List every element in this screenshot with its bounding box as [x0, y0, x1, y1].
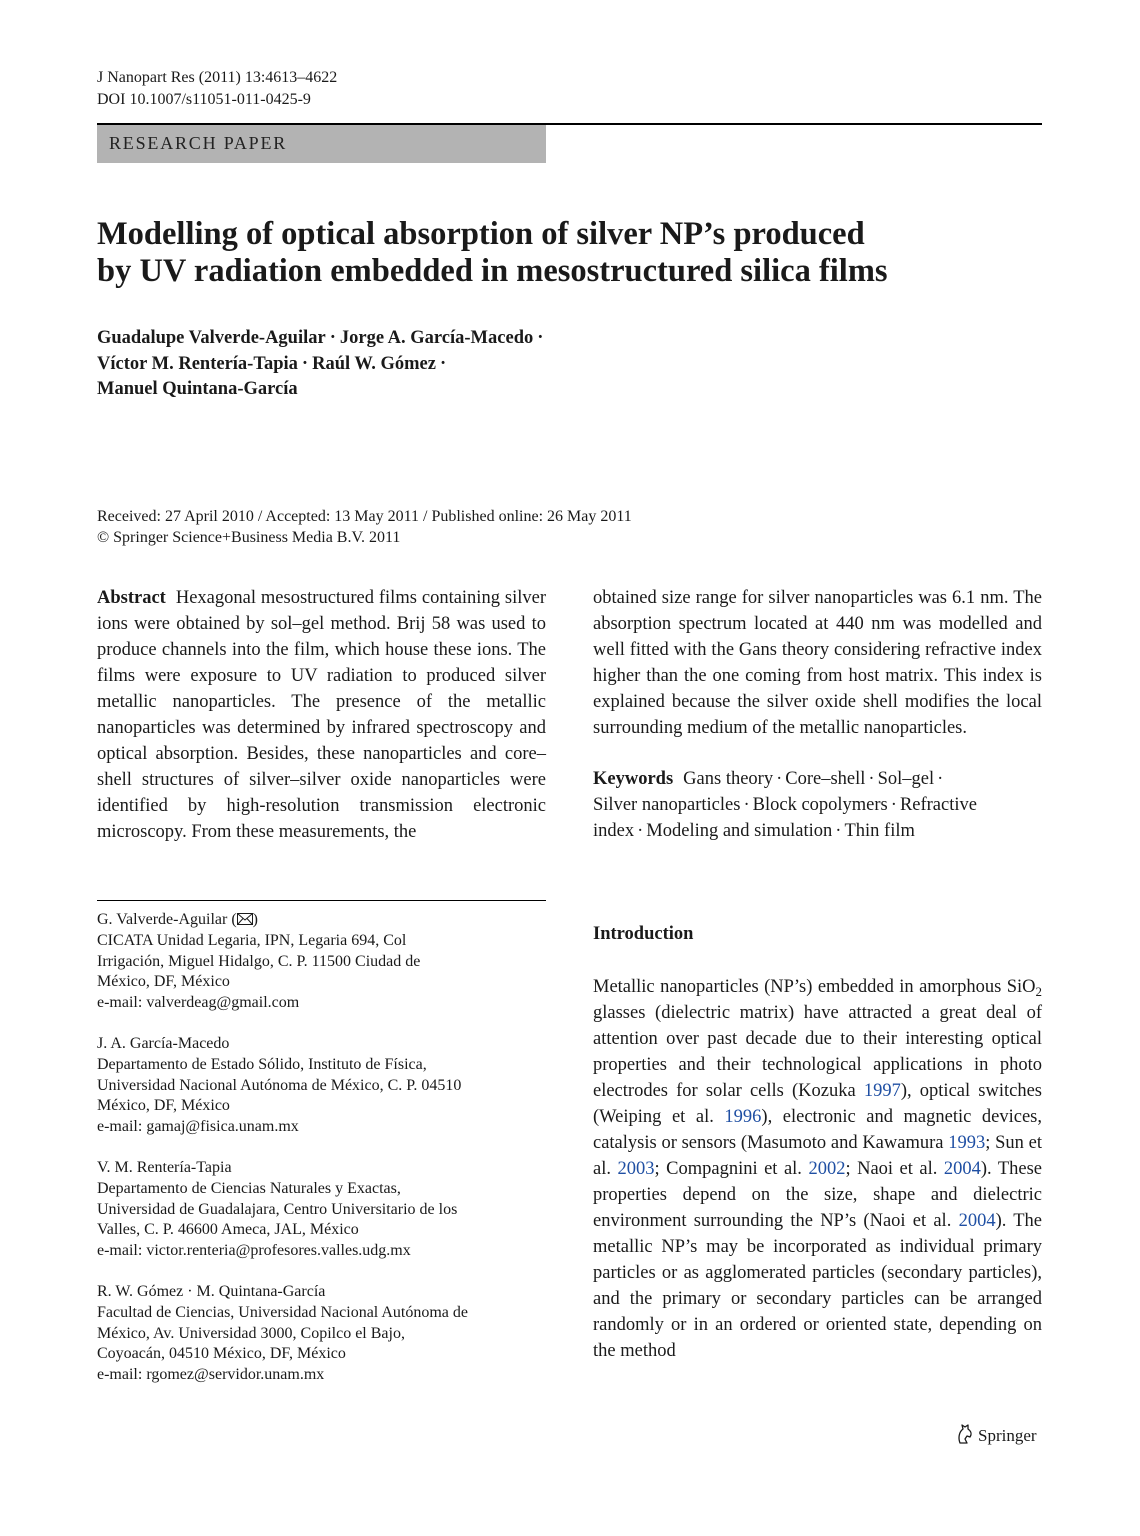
envelope-icon[interactable] [237, 911, 253, 928]
keyword: Modeling and simulation [646, 821, 833, 841]
affiliation-line: Irrigación, Miguel Hidalgo, C. P. 11500 Ciudad de [97, 952, 421, 970]
affiliation-email[interactable]: e-mail: gamaj@fisica.unam.mx [97, 1118, 299, 1136]
citation-link[interactable]: 2004 [943, 1159, 981, 1179]
affiliation-author: J. A. García-Macedo [97, 1034, 230, 1052]
affiliation-author: G. Valverde-Aguilar ( [97, 911, 237, 928]
affiliation-line: Departamento de Ciencias Naturales y Exactas, [97, 1179, 401, 1197]
author-name: Raúl W. Gómez [312, 353, 436, 374]
abstract-right [593, 585, 1042, 844]
citation-link[interactable]: 2002 [808, 1159, 846, 1179]
intro-text: ; Naoi et al. [845, 1159, 944, 1179]
journal-header [97, 67, 337, 111]
author-separator: · [301, 353, 309, 374]
intro-text: Metallic nanoparticles (NP’s) embedded in amorphous SiO [593, 977, 1036, 997]
journal-citation: J Nanopart Res (2011) 13:4613–4622 [97, 69, 338, 86]
affiliation-block [97, 1282, 546, 1386]
keyword: Silver nanoparticles [593, 795, 741, 815]
affiliation-line: Departamento de Estado Sólido, Instituto de Física, [97, 1055, 427, 1073]
introduction-body [593, 974, 1042, 1364]
affiliation-line: Universidad de Guadalajara, Centro Universitario de los [97, 1200, 458, 1218]
copyright-line: © Springer Science+Business Media B.V. 2011 [97, 529, 401, 546]
author-separator: · [329, 328, 336, 348]
citation-link[interactable]: 2003 [617, 1159, 655, 1179]
abstract-text-continued: obtained size range for silver nanoparticles was 6.1 nm. The absorption spectrum located at 440 nm was modelled and well fitted with the Gans theory considering refractive index higher than the one coming from host matrix. This index is explained because the silver oxide shell modifies the local surrounding medium of the metallic nanoparticles. [593, 588, 1042, 738]
keyword: Core–shell [785, 769, 866, 789]
author-separator: · [537, 328, 544, 348]
affiliation-line: Coyoacán, 04510 México, DF, México [97, 1345, 346, 1363]
subscript: 2 [1035, 984, 1042, 999]
article-type-banner [97, 125, 546, 163]
intro-text: ), optical switches (Weiping et al. [593, 1081, 1042, 1127]
intro-text: ), electronic and magnetic devices, catalysis or sensors (Masumoto and Kawamura [593, 1107, 1042, 1153]
intro-text: ). These properties depend on the size, shape and dielectric environment surrounding the NP’s (Naoi et al. [593, 1159, 1043, 1231]
affiliation-line: CICATA Unidad Legaria, IPN, Legaria 694, Col [97, 931, 407, 949]
affiliation-divider [97, 900, 546, 901]
abstract-label: Abstract [97, 588, 166, 608]
intro-text: ; Compagnini et al. [654, 1159, 809, 1179]
affiliation-line: Facultad de Ciencias, Universidad Nacional Autónoma de [97, 1303, 469, 1321]
history-line: Received: 27 April 2010 / Accepted: 13 May 2011 / Published online: 26 May 2011 [97, 508, 632, 525]
section-heading-introduction: Introduction [593, 924, 694, 944]
affiliations [97, 910, 546, 1406]
publisher-logo [955, 1423, 1037, 1447]
intro-text: glasses (dielectric matrix) have attracted a great deal of attention over past decade due to their interesting optical properties and their technological applications in photo electrodes for solar cells (Kozuka [593, 1003, 1042, 1101]
affiliation-email[interactable]: e-mail: valverdeag@gmail.com [97, 994, 300, 1012]
citation-link[interactable]: 2004 [958, 1211, 996, 1231]
affiliation-email[interactable]: e-mail: victor.renteria@profesores.valles.udg.mx [97, 1242, 411, 1260]
springer-horse-icon [955, 1423, 975, 1445]
author-name: Jorge A. García-Macedo [339, 328, 534, 348]
intro-text: ; Sun et al. [593, 1133, 1043, 1179]
title-line-2: by UV radiation embedded in mesostructured silica films [97, 253, 888, 289]
citation-link[interactable]: 1997 [863, 1081, 901, 1101]
affiliation-line: México, DF, México [97, 1097, 230, 1115]
author-list [97, 326, 547, 403]
affiliation-email[interactable]: e-mail: rgomez@servidor.unam.mx [97, 1366, 325, 1384]
citation-link[interactable]: 1993 [948, 1133, 986, 1153]
affiliation-block [97, 1158, 546, 1262]
affiliation-block: G. Valverde-Aguilar ( ) CICATA Unidad Legaria, IPN, Legaria 694, Col Irrigación, Miguel Hidalgo, C. P. 11500 Ciudad de México, DF, México e-mail: valverdeag@gmail.com [97, 910, 546, 1014]
paper-title [97, 216, 997, 290]
author-name: Manuel Quintana-García [97, 379, 298, 399]
author-name: Guadalupe Valverde-Aguilar [97, 328, 326, 348]
intro-text: ). The metallic NP’s may be incorporated as individual primary particles or as agglomerated particles (secondary particles), and the primary or secondary particles can be arranged randomly or in an ordered or oriented state, depending on the method [593, 1211, 1043, 1361]
author-separator: · [439, 353, 447, 374]
affiliation-author: V. M. Rentería-Tapia [97, 1158, 232, 1176]
affiliation-line: México, DF, México [97, 973, 230, 991]
author-name: Víctor M. Rentería-Tapia [97, 353, 298, 374]
keywords-label: Keywords [593, 769, 674, 789]
publication-dates [97, 506, 632, 548]
affiliation-line: Valles, C. P. 46600 Ameca, JAL, México [97, 1221, 359, 1239]
abstract-left [97, 585, 546, 845]
affiliation-line: Universidad Nacional Autónoma de México, C. P. 04510 [97, 1076, 462, 1094]
abstract-text: Hexagonal mesostructured films containing silver ions were obtained by sol–gel method. Brij 58 was used to produce channels into the film, which house these ions. The films were exposure to UV radiation to produced silver metallic nanoparticles. The presence of the metallic nanoparticles was determined by infrared spectroscopy and optical absorption. Besides, these nanoparticles and core–shell structures of silver–silver oxide nanoparticles were identified by high-resolution transmission electronic microscopy. From these measurements, the [97, 588, 546, 842]
keyword: Sol–gel [877, 769, 935, 789]
keyword: Refractive index [593, 795, 977, 841]
journal-doi: DOI 10.1007/s11051-011-0425-9 [97, 91, 311, 108]
title-line-1: Modelling of optical absorption of silver NP’s produced [97, 216, 865, 252]
affiliation-author: R. W. Gómez · M. Quintana-García [97, 1282, 326, 1300]
keyword: Thin film [844, 821, 915, 841]
publisher-name: Springer [978, 1426, 1037, 1445]
keyword: Gans theory [683, 769, 774, 789]
keyword: Block copolymers [752, 795, 888, 815]
keywords: Keywords Gans theory · Core–shell · Sol–gel · Silver nanoparticles · Block copolymers · Refractive index · Modeling and simulation · Thin film [593, 769, 977, 841]
citation-link[interactable]: 1996 [724, 1107, 762, 1127]
article-type-label: RESEARCH PAPER [109, 133, 288, 153]
affiliation-line: México, Av. Universidad 3000, Copilco el Bajo, [97, 1324, 405, 1342]
affiliation-block [97, 1034, 546, 1138]
